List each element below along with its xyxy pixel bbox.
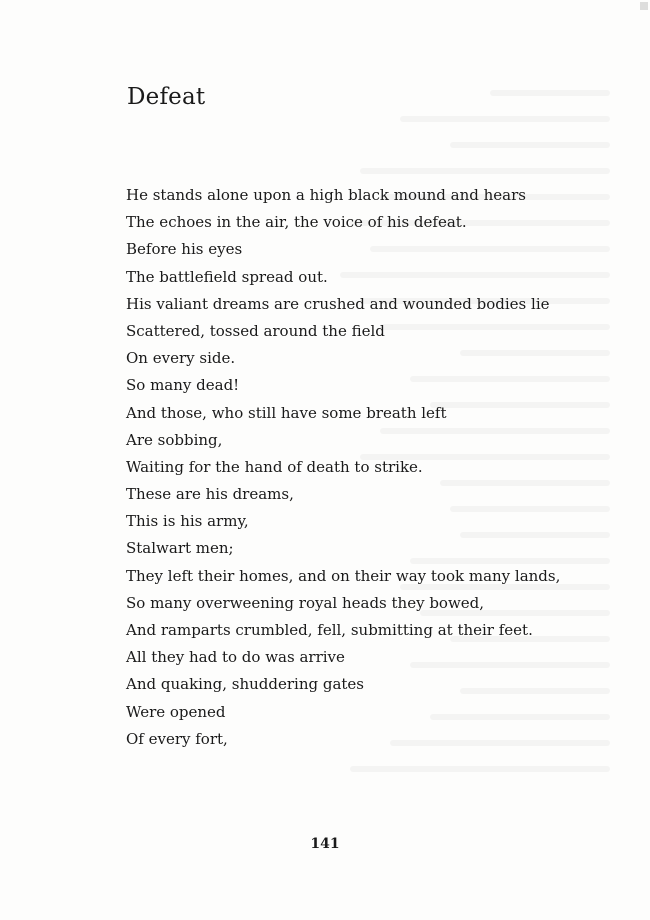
poem-line: So many dead!	[126, 376, 240, 395]
poem-line: Were opened	[126, 702, 226, 721]
poem-line: All they had to do was arrive	[126, 648, 345, 667]
poem-line: Stalwart men;	[126, 539, 234, 558]
poem-title: Defeat	[127, 84, 206, 110]
poem-line: Before his eyes	[126, 240, 243, 259]
poem-line: They left their homes, and on their way took many lands,	[126, 566, 561, 585]
poem-line: These are his dreams,	[126, 485, 294, 504]
poem-line: Of every fort,	[126, 729, 228, 748]
poem-line: Waiting for the hand of death to strike.	[126, 457, 423, 476]
poem-body	[126, 182, 560, 753]
poem-line: Scattered, tossed around the field	[126, 321, 385, 340]
bleed-smudge	[360, 168, 610, 174]
page-corner-mark	[640, 2, 648, 10]
bleed-smudge	[350, 766, 610, 772]
poem-line: This is his army,	[126, 512, 249, 531]
poem-line: Are sobbing,	[126, 430, 223, 449]
poem-line: So many overweening royal heads they bowed,	[126, 593, 485, 612]
poem-line: And those, who still have some breath left	[126, 403, 447, 422]
poem-line: And quaking, shuddering gates	[126, 675, 365, 694]
poem-line: On every side.	[126, 349, 236, 368]
bleed-smudge	[400, 116, 610, 122]
bleed-smudge	[490, 90, 610, 96]
poem-line: The echoes in the air, the voice of his defeat.	[126, 213, 467, 232]
poem-line: And ramparts crumbled, fell, submitting at their feet.	[126, 621, 533, 639]
page-number: 141	[310, 836, 340, 852]
bleed-smudge	[450, 142, 610, 148]
poem-line: He stands alone upon a high black mound and hears	[126, 186, 526, 204]
poem-line: The battlefield spread out.	[126, 267, 328, 286]
poem-line: His valiant dreams are crushed and wounded bodies lie	[126, 294, 550, 313]
